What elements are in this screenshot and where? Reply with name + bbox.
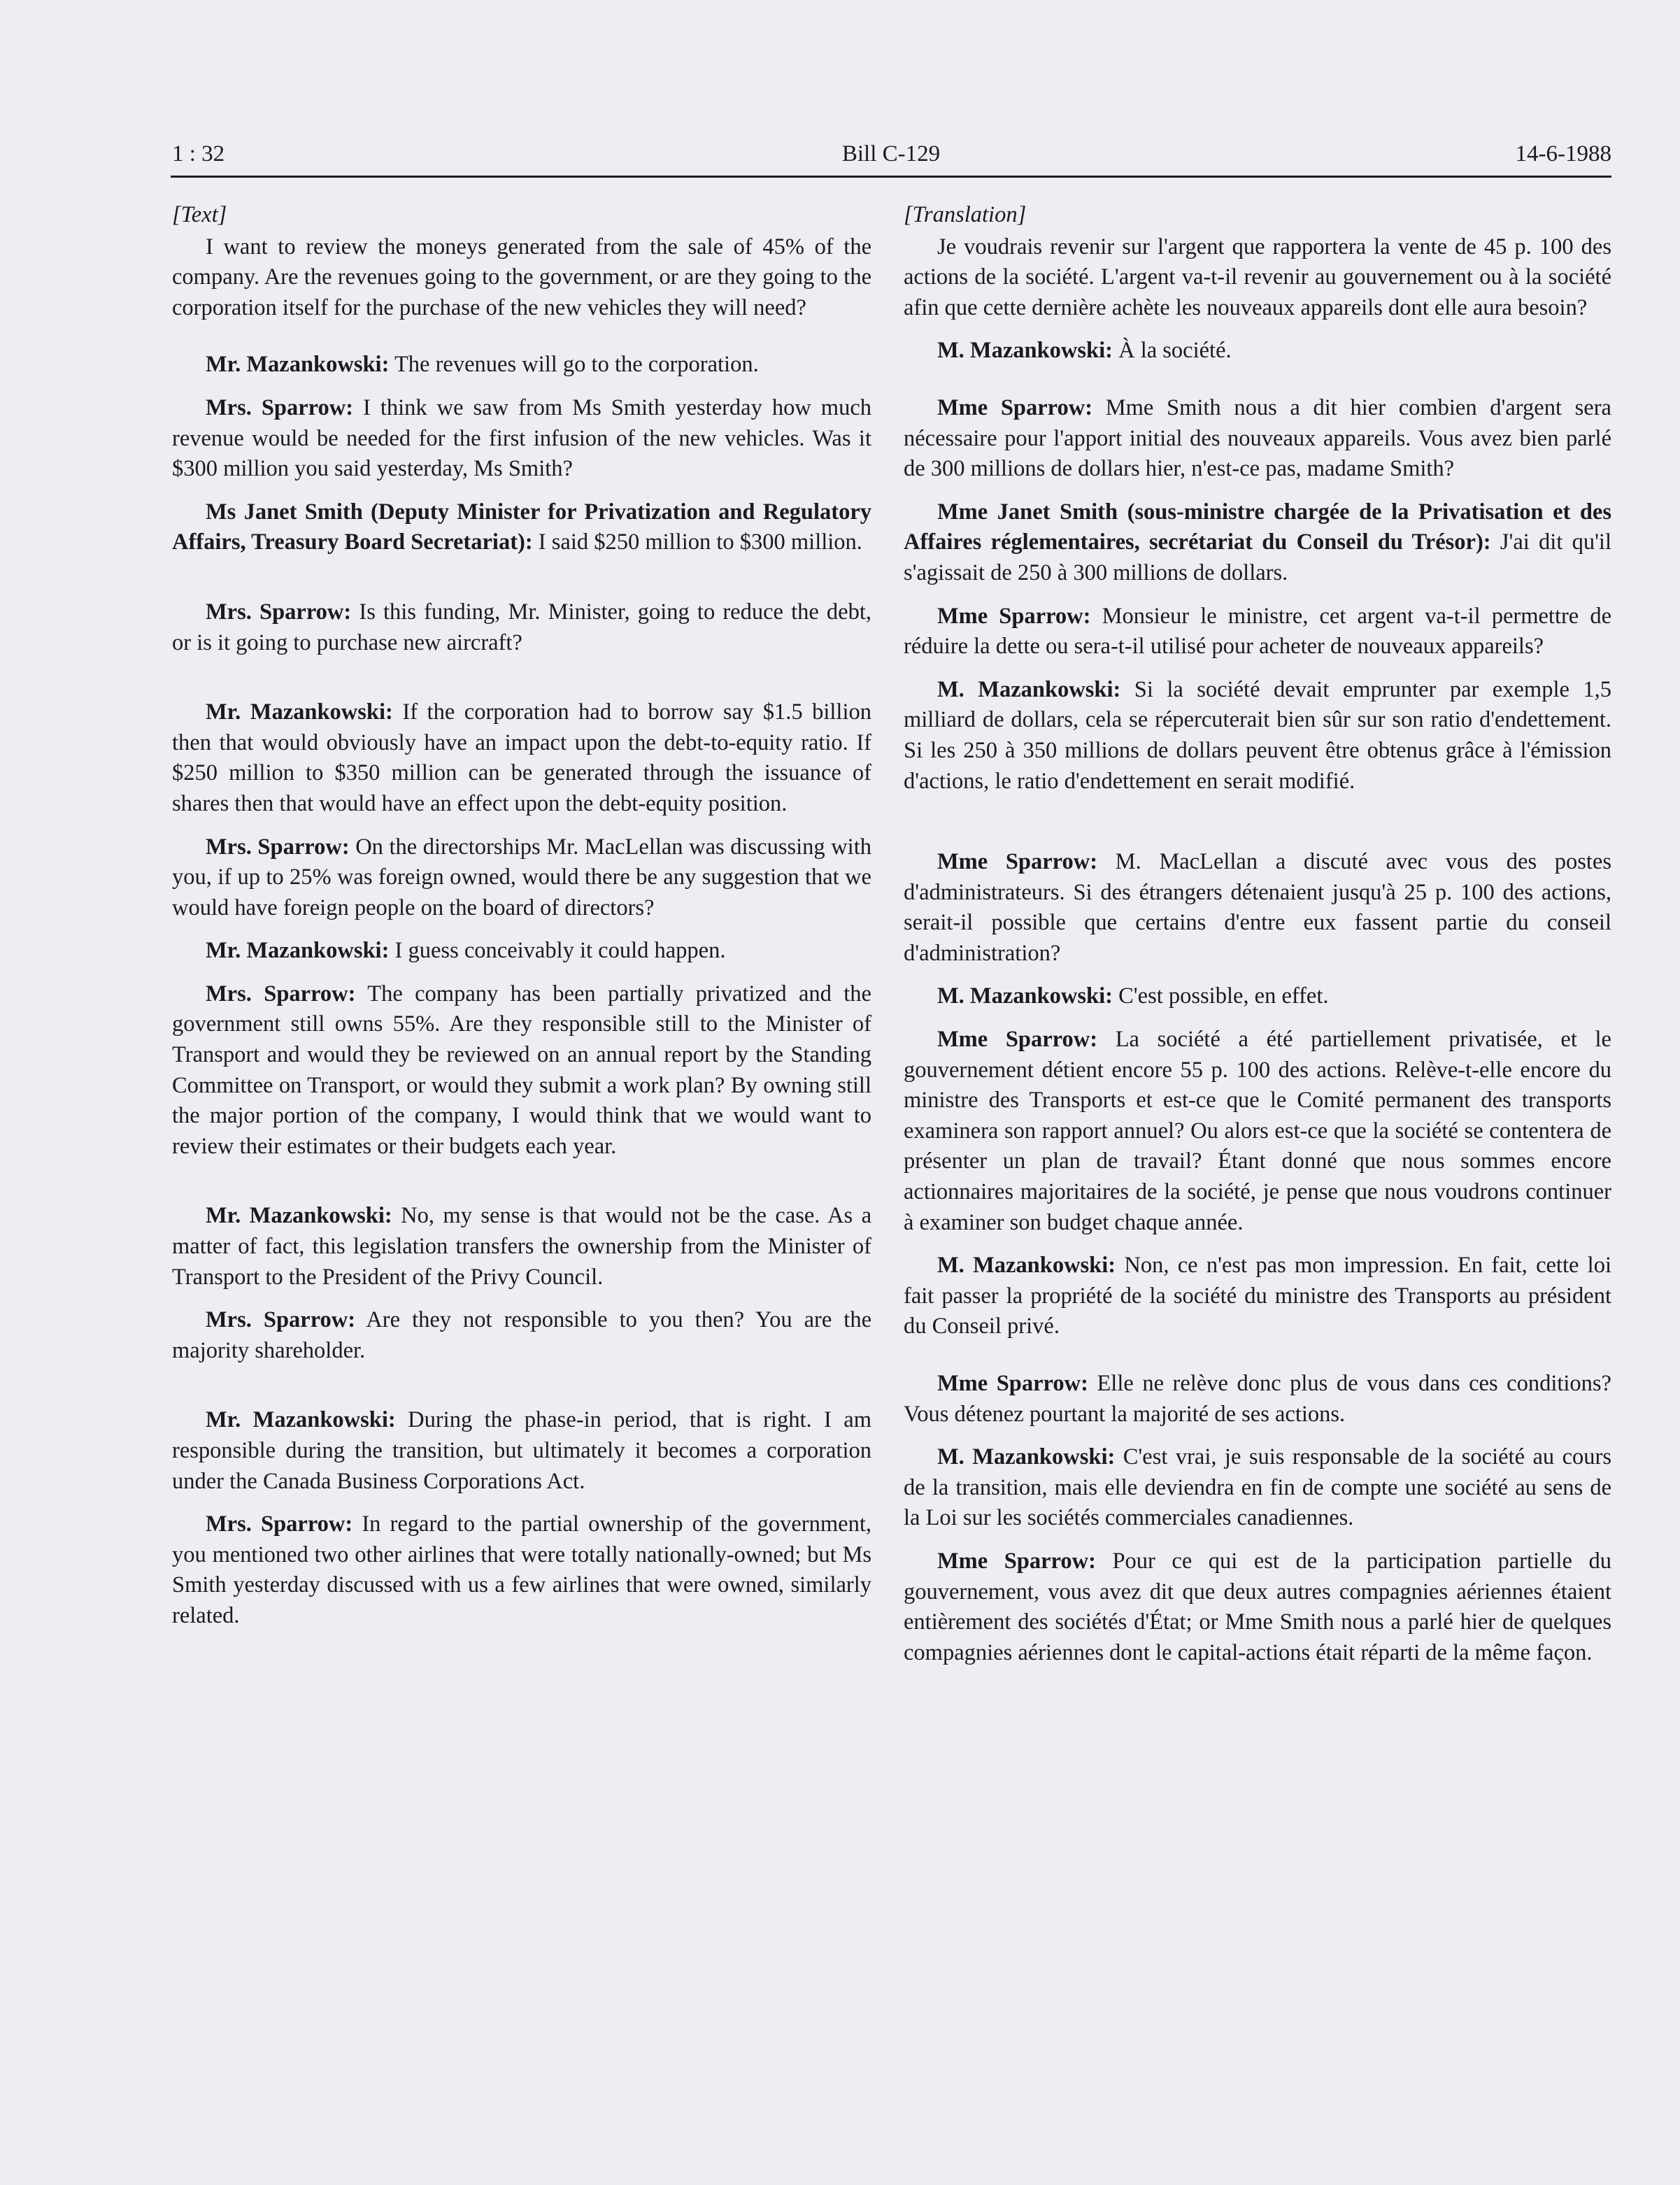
- exchange-paragraph: [904, 1442, 1611, 1534]
- intro-paragraph: I want to review the moneys generated from the sale of 45% of the company. Are the revenues going to the government, or are they going to the corporation itself for the purchase of the new vehicles they will need?: [172, 234, 871, 320]
- speaker-name: Mr. Mazankowski:: [206, 699, 393, 725]
- speaker-name: Mrs. Sparrow:: [206, 834, 350, 860]
- exchange-paragraph: [904, 497, 1611, 589]
- speaker-name: Mr. Mazankowski:: [206, 1407, 396, 1433]
- speech-text: Is this funding, Mr. Minister, going to reduce the debt, or is it going to purchase new aircraft?: [172, 599, 871, 655]
- speech-text: À la société.: [1112, 338, 1232, 364]
- column-label: [Text]: [172, 202, 227, 227]
- speaker-name: M. Mazankowski:: [937, 676, 1121, 702]
- speech-text: Elle ne relève donc plus de vous dans ces conditions? Vous détenez pourtant la majorité de ses actions.: [904, 1371, 1611, 1427]
- speech-text: No, my sense is that would not be the case. As a matter of fact, this legislation transfers the ownership from the Minister of Transport to the President of the Privy Council.: [172, 1203, 871, 1290]
- exchange-paragraph: [172, 497, 871, 558]
- speech-text: Non, ce n'est pas mon impression. En fait, cette loi fait passer la propriété de la société du ministre des Transports au président du Conseil privé.: [904, 1253, 1611, 1339]
- speaker-name: Mme Sparrow:: [937, 1371, 1088, 1396]
- exchange-paragraph: [904, 336, 1611, 366]
- speech-text: I think we saw from Ms Smith yesterday how much revenue would be needed for the first infusion of the new vehicles. Was it $300 million you said yesterday, Ms Smith?: [172, 394, 871, 482]
- speech-text: I said $250 million to $300 million.: [532, 529, 862, 555]
- speaker-name: Mr. Mazankowski:: [206, 352, 390, 378]
- header-rule: [171, 176, 1611, 178]
- exchange-paragraph: [172, 1509, 871, 1631]
- speaker-name: Ms Janet Smith (Deputy Minister for Privatization and Regulatory Affairs, Treasury Board Secretariat):: [172, 499, 871, 555]
- speaker-name: Mme Sparrow:: [937, 394, 1093, 420]
- speech-text: The company has been partially privatized and the government still owns 55%. Are they responsible still to the Minister of Transport and would they be reviewed on an annual report by the Standing Committee on Transport, or would they submit a work plan? By owning still the major portion of the company, I would think that we would want to review their estimates or their budgets each year.: [172, 981, 871, 1159]
- exchange-paragraph: [904, 393, 1611, 485]
- exchange-paragraph: [172, 1201, 871, 1293]
- exchange-paragraph: [172, 1405, 871, 1497]
- speaker-name: Mme Janet Smith (sous-ministre chargée de la Privatisation et des Affaires réglementaires, secrétariat du Conseil du Trésor):: [904, 499, 1611, 555]
- exchange-paragraph: [904, 675, 1611, 797]
- exchange-paragraph: [172, 1305, 871, 1366]
- speaker-name: Mrs. Sparrow:: [206, 599, 352, 625]
- speech-text: Monsieur le ministre, cet argent va-t-il permettre de réduire la dette ou sera-t-il utilisé pour acheter de nouveaux appareils?: [904, 603, 1611, 660]
- exchange-paragraph: [904, 847, 1611, 969]
- column-label: [Translation]: [904, 202, 1027, 227]
- speech-text: J'ai dit qu'il s'agissait de 250 à 300 millions de dollars.: [904, 529, 1611, 585]
- speech-text: Pour ce qui est de la participation partielle du gouvernement, vous avez dit que deux autres compagnies aériennes étaient entièrement des sociétés d'État; or Mme Smith nous a parlé hier de quelques compagnies aériennes dont le capital-actions était réparti de la même façon.: [904, 1548, 1611, 1665]
- speech-text: I guess conceivably it could happen.: [389, 938, 726, 964]
- speech-text: In regard to the partial ownership of the government, you mentioned two other airlines that were totally nationally-owned; but Ms Smith yesterday discussed with us a few airlines that were owned, similarly related.: [172, 1511, 871, 1628]
- speaker-name: Mrs. Sparrow:: [206, 1511, 353, 1537]
- exchange-paragraph: [904, 1025, 1611, 1238]
- speech-text: During the phase-in period, that is right. I am responsible during the transition, but ultimately it becomes a corporation under the Canada Business Corporations Act.: [172, 1407, 871, 1494]
- exchange-paragraph: [904, 1251, 1611, 1342]
- speaker-name: M. Mazankowski:: [937, 338, 1113, 364]
- intro-paragraph: Je voudrais revenir sur l'argent que rapportera la vente de 45 p. 100 des actions de la société. L'argent va-t-il revenir au gouvernement ou à la société afin que cette dernière achète les nouveaux appareils dont elle aura besoin?: [904, 234, 1611, 320]
- speech-text: Si la société devait emprunter par exemple 1,5 milliard de dollars, cela se répercuterait bien sûr sur son ratio d'endettement. Si les 250 à 350 millions de dollars peuvent être obtenus grâce à l'émission d'actions, le ratio d'endettement en serait modifié.: [904, 676, 1611, 794]
- exchange-paragraph: [904, 1369, 1611, 1430]
- speech-text: M. MacLellan a discuté avec vous des postes d'administrateurs. Si des étrangers détenaient jusqu'à 25 p. 100 des actions, serait-il possible que certains d'entre eux fassent partie du conseil d'administration?: [904, 849, 1611, 966]
- speech-text: On the directorships Mr. MacLellan was discussing with you, if up to 25% was foreign owned, would there be any suggestion that we would have foreign people on the board of directors?: [172, 834, 871, 920]
- exchange-paragraph: [904, 1546, 1611, 1668]
- exchange-paragraph: [172, 832, 871, 924]
- exchange-paragraph: [904, 602, 1611, 662]
- speaker-name: Mr. Mazankowski:: [206, 938, 390, 964]
- exchange-paragraph: [172, 697, 871, 819]
- speech-text: The revenues will go to the corporation.: [389, 352, 759, 378]
- speaker-name: Mrs. Sparrow:: [206, 394, 354, 420]
- speech-text: C'est possible, en effet.: [1112, 983, 1329, 1009]
- exchange-paragraph: [172, 393, 871, 485]
- page-number: 1 : 32: [172, 141, 225, 166]
- speaker-name: M. Mazankowski:: [937, 1444, 1116, 1470]
- speaker-name: M. Mazankowski:: [937, 983, 1113, 1009]
- speaker-name: Mme Sparrow:: [937, 603, 1091, 629]
- speaker-name: Mme Sparrow:: [937, 1548, 1096, 1574]
- speech-text: C'est vrai, je suis responsable de la société au cours de la transition, mais elle deviendra en fin de compte une société au sens de la Loi sur les sociétés commerciales canadiennes.: [904, 1444, 1611, 1531]
- exchange-paragraph: [172, 350, 871, 380]
- speech-text: Are they not responsible to you then? You are the majority shareholder.: [172, 1307, 871, 1363]
- speech-text: If the corporation had to borrow say $1.5 billion then that would obviously have an impact upon the debt-to-equity ratio. If $250 million to $350 million can be generated through the issuance of shares then that would have an effect upon the debt-equity position.: [172, 699, 871, 816]
- header-date: 14-6-1988: [1515, 141, 1611, 166]
- exchange-paragraph: [172, 979, 871, 1162]
- speaker-name: M. Mazankowski:: [937, 1253, 1116, 1279]
- speech-text: La société a été partiellement privatisée, et le gouvernement détient encore 55 p. 100 des actions. Relève-t-elle encore du ministre des Transports et est-ce que le Comité permanent des transports examinera son rapport annuel? Ou alors est-ce que la société se contentera de présenter un plan de travail? Étant donné que nous sommes encore actionnaires majoritaires de la société, je pense que nous voudrons continuer à examiner son budget chaque année.: [904, 1027, 1611, 1235]
- exchange-paragraph: [172, 936, 871, 967]
- exchange-paragraph: [172, 597, 871, 658]
- speaker-name: Mme Sparrow:: [937, 849, 1098, 875]
- speech-text: Mme Smith nous a dit hier combien d'argent sera nécessaire pour l'apport initial des nouveaux appareils. Vous avez bien parlé de 300 millions de dollars hier, n'est-ce pas, madame Smith?: [904, 394, 1611, 482]
- speaker-name: Mrs. Sparrow:: [206, 981, 356, 1006]
- english-column: [172, 200, 871, 1632]
- exchange-paragraph: [904, 981, 1611, 1012]
- speaker-name: Mrs. Sparrow:: [206, 1307, 356, 1333]
- speaker-name: Mme Sparrow:: [937, 1027, 1098, 1053]
- running-header: [171, 141, 1611, 176]
- speaker-name: Mr. Mazankowski:: [206, 1203, 392, 1229]
- bill-title: Bill C-129: [841, 141, 941, 166]
- french-column: [904, 200, 1611, 1668]
